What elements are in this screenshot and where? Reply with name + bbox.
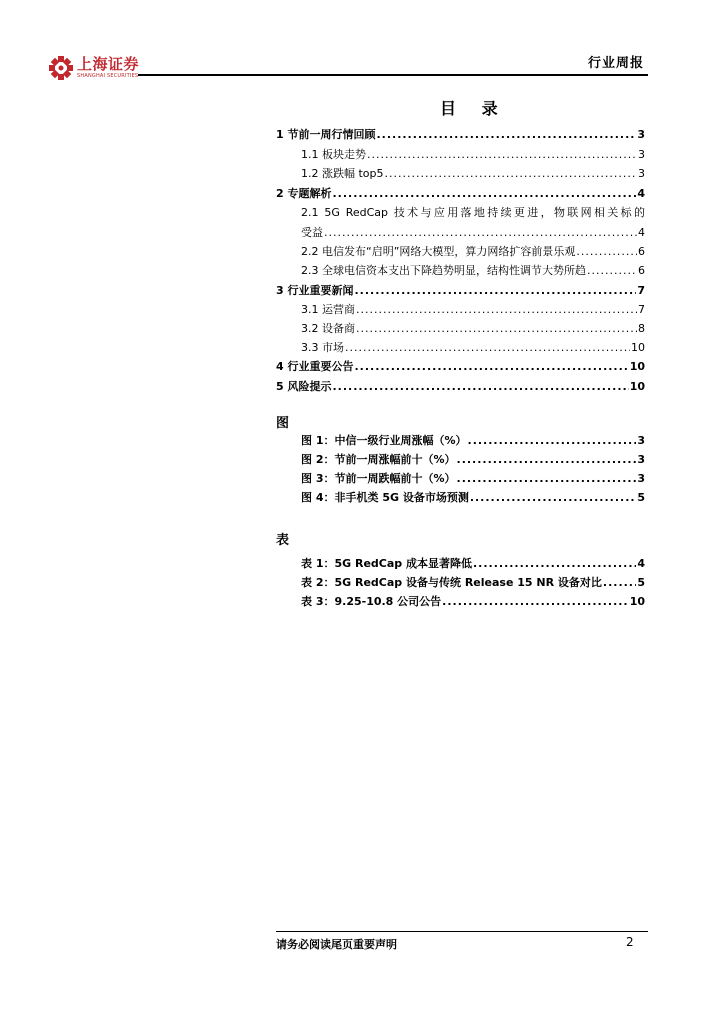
- header-divider: [138, 74, 648, 76]
- leader-dots: [442, 595, 629, 608]
- table-entry-page: 4: [637, 557, 645, 570]
- toc-entry-label: 1.1 板块走势: [301, 148, 366, 161]
- figure-entry-page: 5: [637, 491, 645, 504]
- toc-entry[interactable]: [301, 301, 645, 317]
- toc-entry-label: 1 节前一周行情回顾: [276, 128, 376, 141]
- leader-dots: [385, 167, 637, 180]
- leader-dots: [376, 128, 636, 141]
- figure-entry[interactable]: [301, 432, 645, 448]
- toc-entry-label: 3.2 设备商: [301, 322, 355, 335]
- figure-entry-page: 3: [637, 453, 645, 466]
- toc-entry-page: 3: [637, 128, 645, 141]
- toc-entry-label-line1[interactable]: 2.1 5G RedCap 技术与应用落地持续更进，物联网相关标的: [301, 206, 645, 219]
- figure-entry-page: 3: [637, 434, 645, 447]
- table-entry-page: 10: [629, 595, 645, 608]
- toc-entry-label: 5 风险提示: [276, 380, 332, 393]
- toc-entry[interactable]: [301, 146, 645, 162]
- page-number: 2: [626, 935, 634, 949]
- toc-title: 目 录: [440, 99, 508, 118]
- toc-entry-label: 2.3 全球电信资本支出下降趋势明显，结构性调节大势所趋: [301, 264, 586, 277]
- table-entry-label: 表 3：9.25-10.8 公司公告: [301, 595, 442, 608]
- table-entry-page: 5: [637, 576, 645, 589]
- table-entry[interactable]: [301, 555, 645, 571]
- logo-chinese-name: 上海证券: [77, 55, 140, 73]
- toc-entry-page: 7: [638, 303, 645, 316]
- toc-entry-page: 6: [638, 264, 645, 277]
- figure-entry[interactable]: [301, 451, 645, 467]
- toc-entry-page: 6: [638, 245, 645, 258]
- leader-dots: [457, 453, 637, 466]
- leader-dots: [576, 245, 637, 258]
- toc-entry-label: 3 行业重要新闻: [276, 284, 354, 297]
- toc-entry-label: 2 专题解析: [276, 187, 332, 200]
- leader-dots: [587, 264, 637, 277]
- leader-dots: [354, 284, 636, 297]
- toc-entry-page: 10: [631, 341, 645, 354]
- figure-entry-label: 图 3：节前一周跌幅前十（%）: [301, 472, 456, 485]
- toc-entry-label: 2.2 电信发布“启明”网络大模型，算力网络扩容前景乐观: [301, 245, 576, 258]
- toc-entry[interactable]: [276, 378, 645, 394]
- toc-entry-page: 3: [638, 148, 645, 161]
- leader-dots: [324, 226, 637, 239]
- leader-dots: [332, 380, 628, 393]
- figure-entry-label: 图 2：节前一周涨幅前十（%）: [301, 453, 456, 466]
- figures-heading: 图: [276, 416, 290, 431]
- toc-entry[interactable]: [301, 339, 645, 355]
- toc-entry[interactable]: [301, 224, 645, 240]
- leader-dots: [367, 148, 637, 161]
- toc-entry-label-line2: 受益: [301, 226, 323, 239]
- leader-dots: [354, 360, 628, 373]
- logo-english-name: SHANGHAI SECURITIES: [77, 73, 139, 79]
- leader-dots: [332, 187, 636, 200]
- toc-entry[interactable]: [276, 358, 645, 374]
- toc-entry[interactable]: [301, 320, 645, 336]
- figure-entry-label: 图 1：中信一级行业周涨幅（%）: [301, 434, 467, 447]
- toc-entry-page: 3: [638, 167, 645, 180]
- leader-dots: [473, 557, 636, 570]
- figure-entry-page: 3: [637, 472, 645, 485]
- figure-entry[interactable]: [301, 470, 645, 486]
- table-entry[interactable]: [301, 593, 645, 609]
- leader-dots: [457, 472, 637, 485]
- toc-entry[interactable]: [276, 185, 645, 201]
- toc-entry[interactable]: [276, 282, 645, 298]
- leader-dots: [470, 491, 637, 504]
- toc-entry-page: 4: [637, 187, 645, 200]
- leader-dots: [356, 322, 637, 335]
- toc-entry[interactable]: [301, 262, 645, 278]
- table-entry[interactable]: [301, 574, 645, 590]
- toc-entry-page: 10: [629, 380, 645, 393]
- toc-entry-page: 4: [638, 226, 645, 239]
- tables-heading: 表: [276, 533, 290, 548]
- toc-entry-page: 8: [638, 322, 645, 335]
- toc-entry-page: 10: [629, 360, 645, 373]
- toc-entry[interactable]: [301, 243, 645, 259]
- leader-dots: [603, 576, 636, 589]
- leader-dots: [345, 341, 630, 354]
- toc-entry-label: 4 行业重要公告: [276, 360, 354, 373]
- footer-divider: [276, 931, 648, 932]
- figure-entry[interactable]: [301, 489, 645, 505]
- toc-entry[interactable]: [301, 165, 645, 181]
- toc-entry-label: 3.1 运营商: [301, 303, 355, 316]
- disclaimer-note: 请务必阅读尾页重要声明: [276, 938, 397, 951]
- report-type-label: 行业周报: [587, 56, 644, 71]
- figure-entry-label: 图 4：非手机类 5G 设备市场预测: [301, 491, 469, 504]
- table-entry-label: 表 2：5G RedCap 设备与传统 Release 15 NR 设备对比: [301, 576, 602, 589]
- leader-dots: [356, 303, 637, 316]
- table-entry-label: 表 1：5G RedCap 成本显著降低: [301, 557, 472, 570]
- toc-entry-label: 1.2 涨跌幅 top5: [301, 167, 384, 180]
- shanghai-securities-logo-icon: [48, 55, 74, 81]
- toc-entry[interactable]: [276, 126, 645, 142]
- toc-entry-label: 3.3 市场: [301, 341, 344, 354]
- company-logo: [48, 55, 139, 81]
- toc-entry-page: 7: [637, 284, 645, 297]
- leader-dots: [468, 434, 637, 447]
